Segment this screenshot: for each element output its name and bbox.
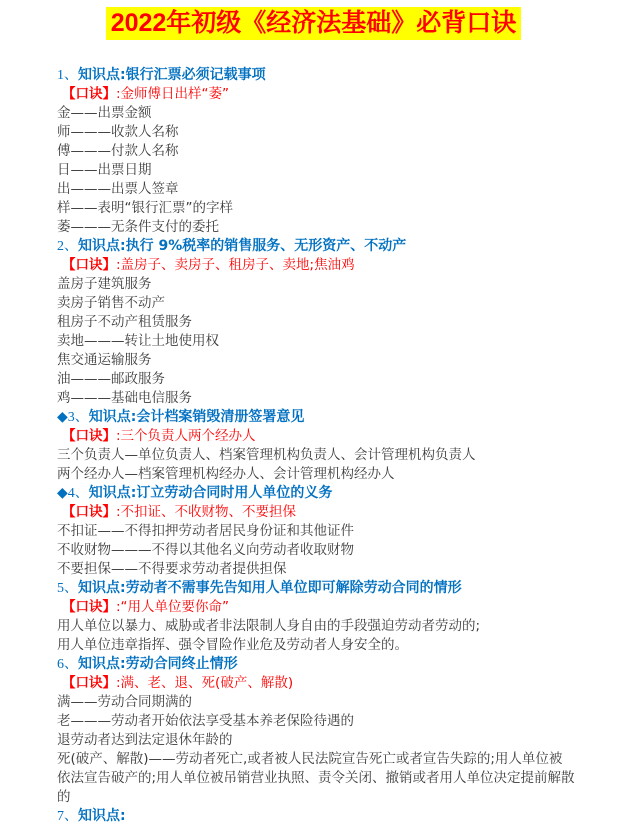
mnemonic-line xyxy=(57,503,575,522)
body-line: 退劳动者达到法定退休年龄的 xyxy=(57,732,233,748)
body-paragraph: 死(破产、解散)——劳动者死亡,或者被人民法院宣告死亡或者宣告失踪的;用人单位被依法宣告破产的;用人单位被吊销营业执照、责令关闭、撤销或者用人单位决定提前解散的 xyxy=(57,751,575,805)
body-line: 卖地———转让土地使用权 xyxy=(57,333,219,349)
mnemonic-label: 【口诀】 xyxy=(62,428,116,444)
mnemonic-label: 【口诀】 xyxy=(62,599,116,615)
section-heading xyxy=(57,237,575,256)
body-line: 租房子不动产租赁服务 xyxy=(57,314,192,330)
mnemonic-text: :三个负责人两个经办人 xyxy=(116,428,256,444)
section-title: 知识点:会计档案销毁清册签署意见 xyxy=(88,409,305,425)
mnemonic-line xyxy=(57,674,575,693)
section-number: ◆3、 xyxy=(57,410,89,425)
body-line: 卖房子销售不动产 xyxy=(57,295,165,311)
section-title: 知识点:订立劳动合同时用人单位的义务 xyxy=(88,485,333,501)
document-title: 2022年初级《经济法基础》必背口诀 xyxy=(106,7,522,40)
section-title: 知识点:劳动合同终止情形 xyxy=(78,656,238,672)
title-row xyxy=(0,0,627,40)
body-line: 不扣证——不得扣押劳动者居民身份证和其他证件 xyxy=(57,523,354,539)
body-line: 用人单位违章指挥、强令冒险作业危及劳动者人身安全的。 xyxy=(57,637,408,653)
section-title: 知识点:劳动者不需事先告知用人单位即可解除劳动合同的情形 xyxy=(78,580,462,596)
cutoff-section-heading xyxy=(57,807,575,826)
body-line: 傅———付款人名称 xyxy=(57,143,179,159)
mnemonic-line xyxy=(57,85,575,104)
mnemonic-line xyxy=(57,598,575,617)
body-line: 满——劳动合同期满的 xyxy=(57,694,192,710)
section-number: 6、 xyxy=(57,657,78,672)
mnemonic-line xyxy=(57,256,575,275)
section-heading xyxy=(57,579,575,598)
section-heading xyxy=(57,484,575,503)
body-line: 金——出票金额 xyxy=(57,105,152,121)
section-heading xyxy=(57,66,575,85)
section-number: 5、 xyxy=(57,581,78,596)
body-line: 三个负责人—单位负责人、档案管理机构负责人、会计管理机构负责人 xyxy=(57,447,476,463)
body-line: 鸡———基础电信服务 xyxy=(57,390,192,406)
section-number: 2、 xyxy=(57,239,78,254)
mnemonic-text: :盖房子、卖房子、租房子、卖地;焦油鸡 xyxy=(116,257,355,273)
body-line: 焦交通运输服务 xyxy=(57,352,152,368)
body-line: 样——表明“银行汇票”的字样 xyxy=(57,200,233,216)
body-line: 两个经办人—档案管理机构经办人、会计管理机构经办人 xyxy=(57,466,395,482)
section-title: 知识点: xyxy=(78,808,126,824)
body-line: 师———收款人名称 xyxy=(57,124,179,140)
body-line: 用人单位以暴力、威胁或者非法限制人身自由的手段强迫劳动者劳动的; xyxy=(57,618,481,634)
mnemonic-label: 【口诀】 xyxy=(62,675,116,691)
body-line: 老———劳动者开始依法享受基本养老保险待遇的 xyxy=(57,713,354,729)
body-line: 萎———无条件支付的委托 xyxy=(57,219,219,235)
mnemonic-label: 【口诀】 xyxy=(62,504,116,520)
mnemonic-line xyxy=(57,427,575,446)
section-number: 7、 xyxy=(57,809,78,824)
section-heading xyxy=(57,655,575,674)
mnemonic-text: :不扣证、不收财物、不要担保 xyxy=(116,504,297,520)
section-title: 知识点:执行 9%税率的销售服务、无形资产、不动产 xyxy=(78,238,407,254)
body-line: 不收财物———不得以其他名义向劳动者收取财物 xyxy=(57,542,354,558)
body-line: 油———邮政服务 xyxy=(57,371,165,387)
section-number: ◆4、 xyxy=(57,486,89,501)
section-number: 1、 xyxy=(57,68,78,83)
section-title: 知识点:银行汇票必须记载事项 xyxy=(78,67,266,83)
mnemonic-label: 【口诀】 xyxy=(62,86,116,102)
body-line: 出———出票人签章 xyxy=(57,181,179,197)
body-line: 不要担保——不得要求劳动者提供担保 xyxy=(57,561,287,577)
body-line: 日——出票日期 xyxy=(57,162,152,178)
document-body xyxy=(0,40,627,826)
body-line: 盖房子建筑服务 xyxy=(57,276,152,292)
section-heading xyxy=(57,408,575,427)
mnemonic-text: :满、老、退、死(破产、解散) xyxy=(116,675,294,691)
mnemonic-label: 【口诀】 xyxy=(62,257,116,273)
mnemonic-text: :金师傅日出样“萎” xyxy=(116,86,230,102)
mnemonic-text: :“用人单位要你命” xyxy=(116,599,230,615)
